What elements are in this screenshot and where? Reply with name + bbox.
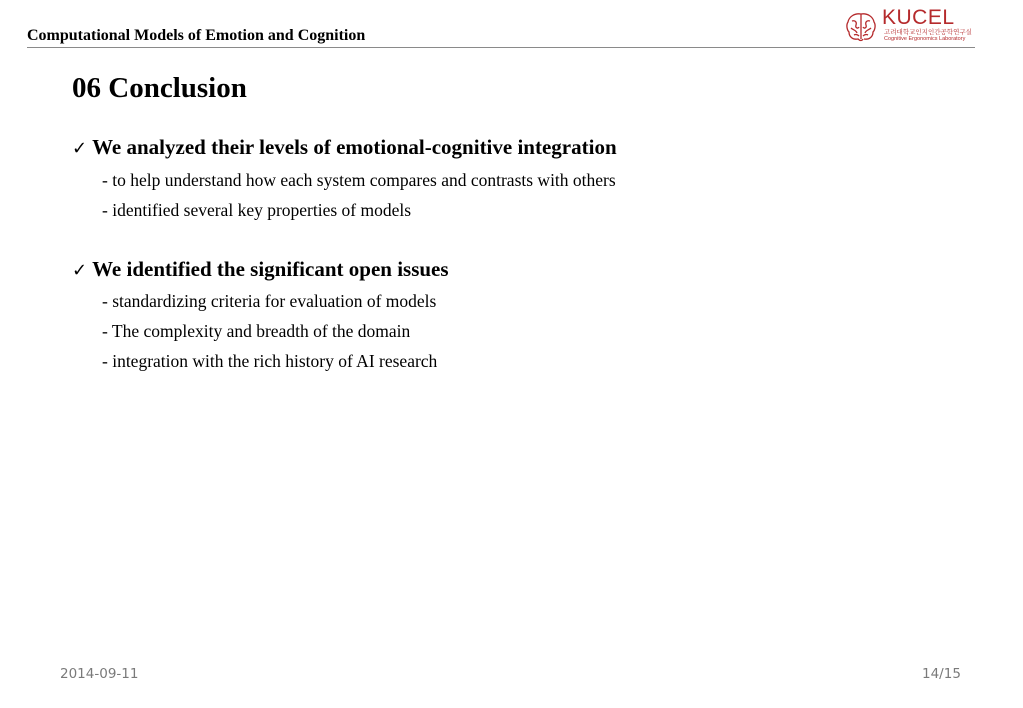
- check-icon: ✓: [72, 138, 88, 159]
- header-divider: [27, 47, 975, 48]
- kucel-logo: [844, 6, 972, 45]
- slide-title: 06 Conclusion: [72, 72, 247, 104]
- section-item: - standardizing criteria for evaluation of models: [102, 291, 437, 311]
- section-item: - identified several key properties of models: [102, 200, 412, 220]
- section-heading-text: We identified the significant open issues: [92, 257, 449, 281]
- section-heading-text: We analyzed their levels of emotional-cognitive integration: [92, 135, 617, 159]
- brain-icon: [844, 10, 878, 44]
- footer-date: 2014-09-11: [60, 666, 139, 682]
- logo-subtitle-english: Cognitive Ergonomics Laboratory: [884, 36, 966, 42]
- check-icon: ✓: [72, 260, 88, 281]
- section-heading: [72, 257, 449, 282]
- section-item: - to help understand how each system compares and contrasts with others: [102, 170, 616, 190]
- page-number: 14/15: [922, 666, 961, 682]
- logo-wordmark: KUCEL: [882, 6, 955, 29]
- section-heading: [72, 135, 617, 160]
- section-item: - The complexity and breadth of the domain: [102, 321, 411, 341]
- logo-subtitle-korean: 고려대학교인지인간공학연구실: [884, 28, 972, 36]
- section-item: - integration with the rich history of AI research: [102, 351, 438, 371]
- header-title: Computational Models of Emotion and Cognition: [27, 27, 366, 44]
